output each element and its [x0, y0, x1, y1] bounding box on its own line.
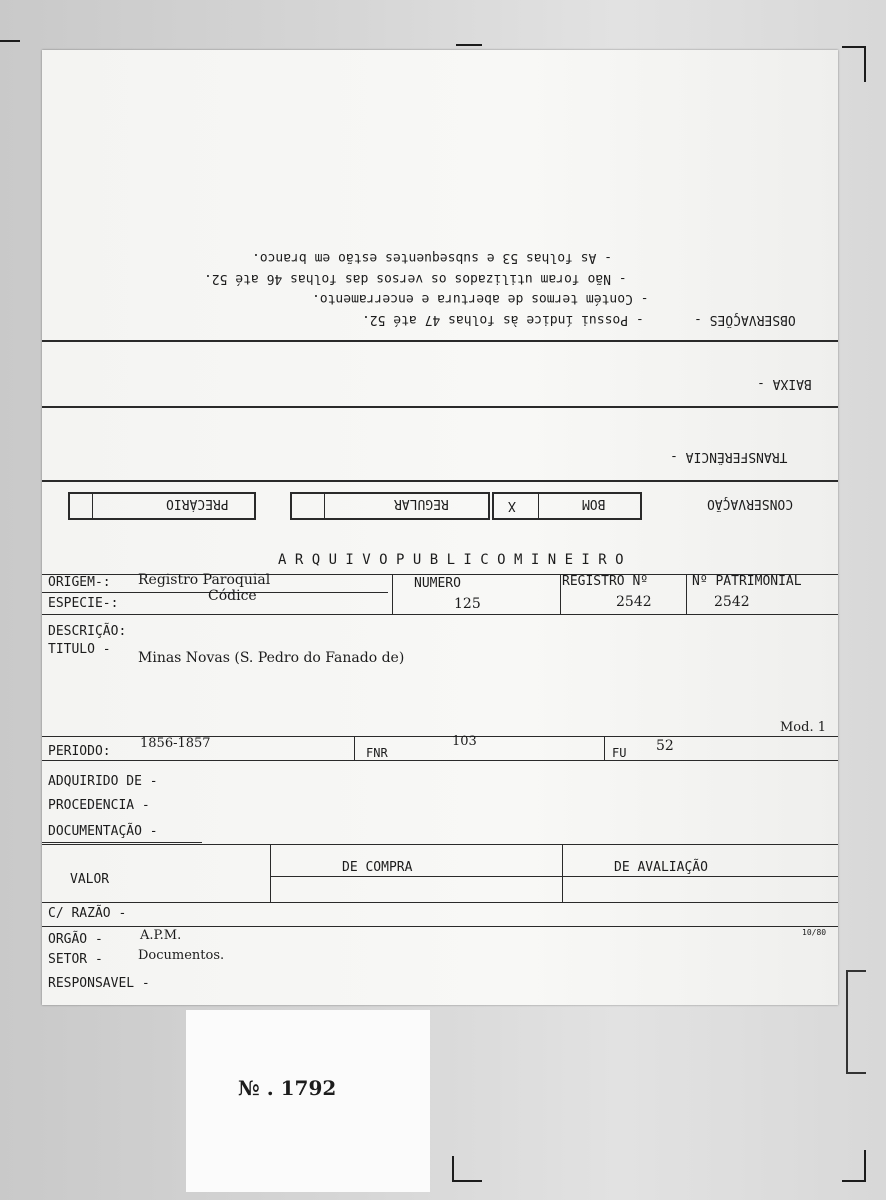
- bom-label: BOM: [582, 496, 606, 511]
- valor-mid-line: [270, 876, 838, 877]
- bom-mark: X: [508, 498, 516, 513]
- patrimonial-value: 2542: [714, 594, 750, 610]
- periodo-bottom-line: [42, 760, 838, 761]
- valor-label: VALOR: [70, 872, 110, 887]
- orgao-value: A.P.M.: [140, 928, 182, 943]
- documentacao-label: DOCUMENTAÇÃO -: [48, 824, 158, 839]
- origem-value: Registro Paroquial: [138, 572, 271, 588]
- regular-box: [290, 492, 490, 520]
- descricao-label: DESCRIÇÃO:: [48, 624, 127, 639]
- baixa-label: BAIXA -: [757, 376, 812, 391]
- orgao-label: ORGÃO -: [48, 932, 103, 947]
- crop-mark-top-right-h: [842, 46, 866, 48]
- divider-baixa: [42, 406, 838, 408]
- crop-mark-top-right-v: [864, 46, 866, 82]
- crop-mark-bottom-right-h: [842, 1180, 866, 1182]
- regular-label: REGULAR: [394, 496, 449, 511]
- procedencia-label: PROCEDENCIA -: [48, 798, 150, 813]
- archive-header: A R Q U I V O P U B L I C O M I N E I R O: [278, 552, 624, 568]
- especie-value: Códice: [208, 588, 257, 604]
- compra-label: DE COMPRA: [342, 860, 413, 875]
- regular-box-divider: [324, 494, 325, 518]
- titulo-value: Minas Novas (S. Pedro do Fanado de): [138, 650, 405, 666]
- catalog-card: [42, 50, 838, 1005]
- conservacao-label: CONSERVAÇÃO: [707, 496, 794, 511]
- scanner-bracket: [846, 970, 866, 1074]
- grid-line-bottom: [42, 614, 838, 615]
- fnr-label: FNR: [366, 746, 388, 760]
- obs-line-2: - Contém termos de abertura e encerramento.: [312, 291, 649, 306]
- number-ticket: [186, 1010, 430, 1192]
- transferencia-label: TRANSFERÊNCIA -: [670, 449, 788, 464]
- periodo-vline-2: [604, 736, 605, 760]
- precario-box-divider: [92, 494, 93, 518]
- crop-mark-top: [456, 44, 482, 46]
- obs-line-4: - As folhas 53 e subsequentes estão em branco.: [252, 250, 613, 265]
- grid-vline-2: [560, 574, 561, 614]
- adquirido-label: ADQUIRIDO DE -: [48, 774, 158, 789]
- numero-label: NUMERO: [414, 576, 461, 591]
- obs-line-3: - Não foram utilizados os versos das folhas 46 até 52.: [204, 271, 627, 286]
- razao-line: [42, 926, 838, 927]
- valor-top-line: [42, 844, 838, 845]
- fu-label: FU: [612, 746, 627, 760]
- valor-vline-1: [270, 844, 271, 902]
- grid-vline-3: [686, 574, 687, 614]
- razao-label: C/ RAZÃO -: [48, 906, 127, 921]
- fu-value: 52: [656, 738, 674, 754]
- divider-transferencia: [42, 480, 838, 482]
- mod-label: Mod. 1: [780, 720, 826, 735]
- setor-value: Documentos.: [138, 948, 225, 963]
- form-code: 10/80: [802, 928, 827, 937]
- periodo-vline-1: [354, 736, 355, 760]
- bom-box-divider: [538, 494, 539, 518]
- avaliacao-label: DE AVALIAÇÃO: [614, 860, 708, 875]
- responsavel-label: RESPONSAVEL -: [48, 976, 150, 991]
- origem-label: ORIGEM-:: [48, 575, 111, 590]
- patrimonial-label: Nº PATRIMONIAL: [692, 574, 802, 589]
- valor-bottom-line: [42, 902, 838, 903]
- observacoes-label: OBSERVAÇÕES -: [694, 312, 796, 327]
- crop-mark-bottom-h: [452, 1180, 482, 1182]
- especie-label: ESPECIE-:: [48, 596, 119, 611]
- documentacao-underline: [42, 842, 202, 843]
- ticket-number: № . 1792: [238, 1076, 337, 1100]
- valor-vline-2: [562, 844, 563, 902]
- crop-mark-top-left: [0, 40, 20, 42]
- titulo-label: TITULO -: [48, 642, 111, 657]
- grid-vline-1: [392, 574, 393, 614]
- fnr-value: 103: [452, 734, 477, 749]
- precario-label: PRECÁRIO: [166, 496, 229, 511]
- registro-value: 2542: [616, 594, 652, 610]
- crop-mark-bottom-v: [452, 1156, 454, 1182]
- periodo-label: PERIODO:: [48, 744, 111, 759]
- numero-value: 125: [454, 596, 481, 612]
- registro-label: REGISTRO Nº: [562, 574, 649, 589]
- crop-mark-bottom-right-v: [864, 1150, 866, 1182]
- setor-label: SETOR -: [48, 952, 103, 967]
- obs-line-1: - Possui índice às folhas 47 até 52.: [362, 312, 644, 327]
- periodo-value: 1856-1857: [140, 736, 211, 751]
- divider-observacoes: [42, 340, 838, 342]
